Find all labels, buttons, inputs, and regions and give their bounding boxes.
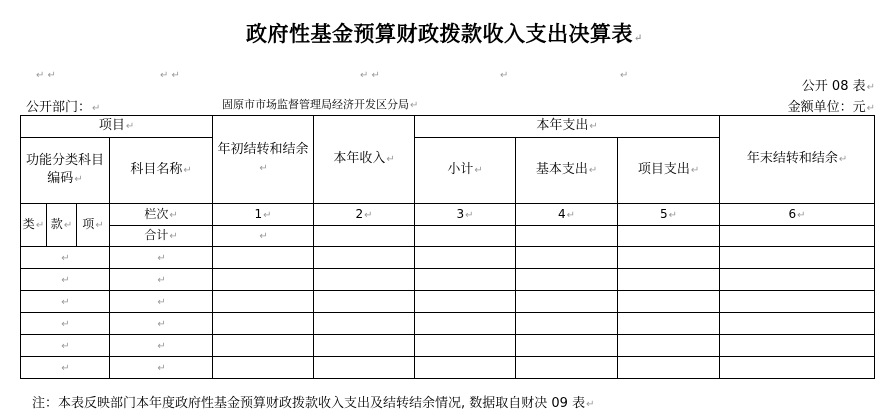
table-cell: ↵	[110, 357, 213, 379]
column-number: 3↵	[415, 204, 516, 226]
paragraph-mark: ↵	[500, 70, 509, 81]
table-cell: ↵	[110, 291, 213, 313]
report-table	[20, 115, 875, 379]
footnote: 注：本表反映部门本年度政府性基金预算财政拨款收入支出及结转结余情况, 数据取自财决 09 表↵	[32, 396, 595, 411]
table-row	[21, 313, 875, 335]
report-title: 政府性基金预算财政拨款收入支出决算表↵	[246, 21, 643, 46]
department-label: 公开部门：↵	[26, 100, 101, 115]
paragraph-mark: ↵ ↵	[160, 70, 180, 81]
table-cell: ↵	[21, 291, 110, 313]
begin-balance-header: 年初结转和结余↵	[213, 116, 314, 204]
table-cell	[314, 226, 415, 247]
class-kuan-header: 款↵	[47, 204, 77, 247]
table-cell: ↵	[110, 247, 213, 269]
project-expense-header: 项目支出↵	[618, 138, 720, 204]
table-cell: ↵	[213, 226, 314, 247]
table-cell	[516, 226, 618, 247]
column-number: 2↵	[314, 204, 415, 226]
table-cell: ↵	[21, 269, 110, 291]
table-cell: ↵	[110, 269, 213, 291]
table-cell: ↵	[21, 313, 110, 335]
table-cell: ↵	[21, 357, 110, 379]
end-balance-header: 年末结转和结余↵	[720, 116, 875, 204]
column-number: 4↵	[516, 204, 618, 226]
table-row	[21, 247, 875, 269]
total-row-label: 合计↵	[110, 226, 213, 247]
table-cell: ↵	[21, 247, 110, 269]
column-number: 6↵	[720, 204, 875, 226]
subject-name-header: 科目名称↵	[110, 138, 213, 204]
class-xiang-header: 项↵	[77, 204, 110, 247]
income-header: 本年收入↵	[314, 116, 415, 204]
table-row	[21, 291, 875, 313]
subtotal-header: 小计↵	[415, 138, 516, 204]
form-number: 公开 08 表↵	[801, 79, 875, 94]
table-cell	[720, 226, 875, 247]
column-order-label: 栏次↵	[110, 204, 213, 226]
table-cell	[618, 226, 720, 247]
paragraph-mark: ↵	[620, 70, 629, 81]
item-header: 项目↵	[21, 116, 213, 138]
table-cell: ↵	[110, 335, 213, 357]
expense-header: 本年支出↵	[415, 116, 720, 138]
department-name: 固原市市场监督管理局经济开发区分局↵	[222, 98, 419, 111]
basic-expense-header: 基本支出↵	[516, 138, 618, 204]
function-code-header: 功能分类科目编码↵	[21, 138, 110, 204]
column-number: 5↵	[618, 204, 720, 226]
paragraph-mark: ↵ ↵	[36, 70, 56, 81]
table-row	[21, 357, 875, 379]
table-cell: ↵	[21, 335, 110, 357]
table-row	[21, 269, 875, 291]
amount-unit-label: 金额单位：元↵	[787, 100, 875, 115]
table-cell: ↵	[110, 313, 213, 335]
table-row	[21, 335, 875, 357]
class-lei-header: 类↵	[21, 204, 47, 247]
table-cell	[415, 226, 516, 247]
paragraph-mark: ↵ ↵	[360, 70, 380, 81]
column-number: 1↵	[213, 204, 314, 226]
